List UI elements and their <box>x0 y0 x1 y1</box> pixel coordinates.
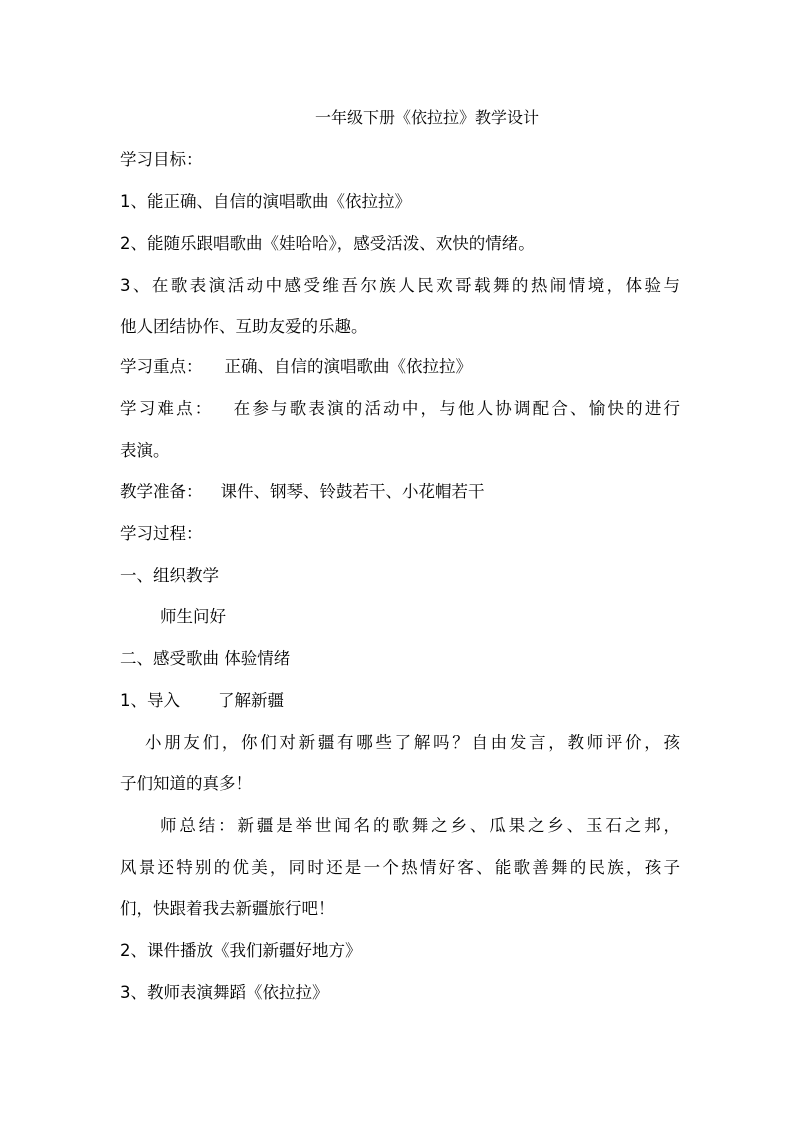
step1-text: 了解新疆 <box>218 691 284 710</box>
paragraph2-line2: 风景还特别的优美，同时还是一个热情好客、能歌善舞的民族，孩子 <box>120 858 680 877</box>
preparation-text: 课件、钢琴、铃鼓若干、小花帽若干 <box>220 482 485 501</box>
section1-heading: 一、组织教学 <box>120 566 219 585</box>
difficulty-text-continued: 表演。 <box>120 441 170 460</box>
objective-item-2: 2、能随乐跟唱歌曲《娃哈哈》，感受活泼、欢快的情绪。 <box>120 234 535 253</box>
process-heading: 学习过程： <box>120 524 203 543</box>
document-title: 一年级下册《依拉拉》教学设计 <box>314 108 539 127</box>
paragraph1-line1: 小朋友们，你们对新疆有哪些了解吗？自由发言，教师评价，孩 <box>145 733 680 752</box>
preparation-label: 教学准备： <box>120 482 203 501</box>
key-point-row <box>120 356 680 378</box>
step3-text: 3、教师表演舞蹈《依拉拉》 <box>120 983 329 1002</box>
section2-heading: 二、感受歌曲 体验情绪 <box>120 649 291 668</box>
key-point-label: 学习重点： <box>120 357 203 376</box>
difficulty-label: 学习难点： <box>120 399 214 418</box>
step1-label: 1、导入 <box>120 691 180 710</box>
section1-content: 师生问好 <box>160 607 226 626</box>
objective-item-3-continued: 他人团结协作、互助友爱的乐趣。 <box>120 317 368 336</box>
step1-row <box>120 690 680 712</box>
objectives-heading: 学习目标： <box>120 150 203 169</box>
paragraph1-line2: 子们知道的真多！ <box>120 774 252 793</box>
difficulty-row <box>120 398 680 420</box>
difficulty-text: 在参与歌表演的活动中，与他人协调配合、愉快的进行 <box>231 399 681 418</box>
objective-item-3: 3、在歌表演活动中感受维吾尔族人民欢哥载舞的热闹情境，体验与 <box>120 276 680 295</box>
paragraph2-line3: 们，快跟着我去新疆旅行吧！ <box>120 899 335 918</box>
objective-item-1: 1、能正确、自信的演唱歌曲《依拉拉》 <box>120 192 411 211</box>
preparation-row <box>120 481 680 503</box>
paragraph2-line1: 师总结：新疆是举世闻名的歌舞之乡、瓜果之乡、玉石之邦， <box>160 816 680 835</box>
step2-text: 2、课件播放《我们新疆好地方》 <box>120 941 362 960</box>
key-point-text: 正确、自信的演唱歌曲《依拉拉》 <box>224 357 472 376</box>
